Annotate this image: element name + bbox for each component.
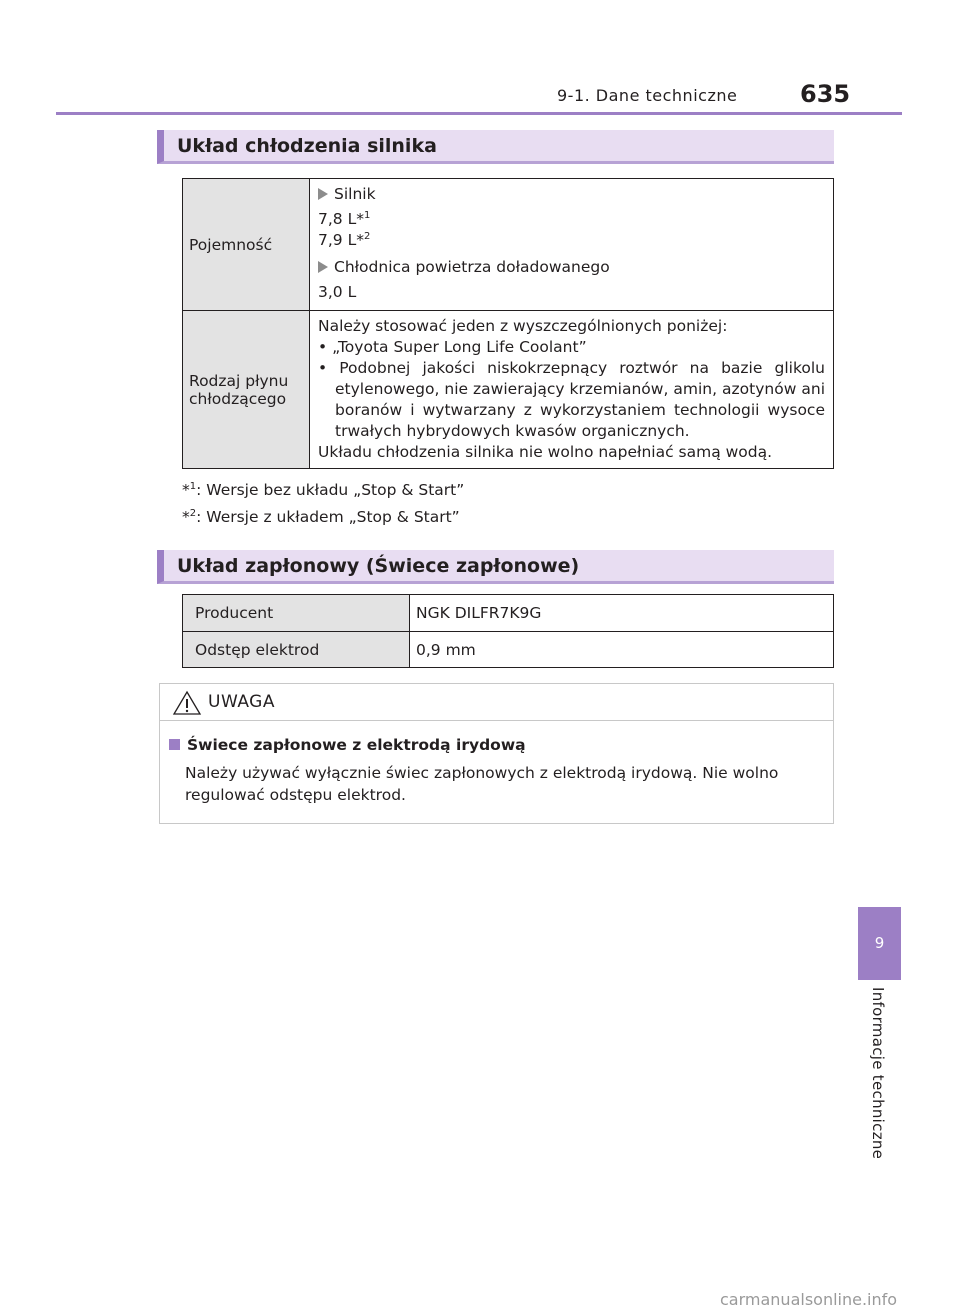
engine-heading: Silnik — [318, 184, 825, 205]
coolant-intro: Należy stosować jeden z wyszczególnionych poniżej: — [318, 316, 728, 335]
electrode-gap-label: Odstęp elektrod — [183, 632, 410, 668]
warning-header — [160, 684, 833, 721]
table-row — [183, 595, 834, 632]
chapter-tab — [858, 907, 901, 980]
warning-triangle-icon — [172, 690, 202, 720]
warning-title: UWAGA — [208, 692, 275, 712]
coolant-type-value-cell — [310, 311, 834, 469]
page-number: 635 — [800, 80, 851, 108]
chapter-title: Informacje techniczne — [869, 987, 887, 1160]
ignition-section-heading — [157, 550, 834, 584]
footnote-1: *$^1$: Wersje bez układu „Stop & Start” — [182, 480, 465, 499]
header-section-title: 9-1. Dane techniczne — [557, 86, 738, 105]
cooling-section-heading — [157, 130, 834, 164]
intercooler-heading: Chłodnica powietrza doładowanego — [318, 257, 825, 278]
engine-capacity-1: 7,8 L*$^1$ — [318, 209, 371, 228]
table-row — [183, 179, 834, 311]
manufacturer-value: NGK DILFR7K9G — [410, 595, 834, 632]
coolant-bullet-1: • „Toyota Super Long Life Coolant” — [318, 337, 587, 356]
cooling-spec-table — [182, 178, 834, 469]
table-row — [183, 311, 834, 469]
cooling-section-title: Układ chłodzenia silnika — [177, 135, 437, 157]
capacity-label: Pojemność — [183, 179, 310, 311]
ignition-section-title: Układ zapłonowy (Świece zapłonowe) — [177, 555, 580, 577]
warning-body: Należy używać wyłącznie świec zapłonowych z elektrodą irydową. Nie wolno regulować odstępu elektrod. — [185, 764, 779, 804]
manufacturer-label: Producent — [183, 595, 410, 632]
coolant-bullet-2: • Podobnej jakości niskokrzepnący roztwór na bazie glikolu etylenowego, nie zawierający krzemianów, amin, azotynów ani boranów i wytwarzany z wykorzystaniem technologii wysoce trwałych hybrydowych kwasów organicznych. — [318, 358, 825, 440]
triangle-arrow-icon — [318, 188, 328, 200]
table-row — [183, 632, 834, 668]
header-divider — [56, 112, 902, 115]
warning-box — [159, 683, 834, 824]
coolant-outro: Układu chłodzenia silnika nie wolno napełniać samą wodą. — [318, 442, 773, 461]
engine-capacity-2: 7,9 L*$^2$ — [318, 230, 371, 249]
watermark: carmanualsonline.info — [720, 1290, 898, 1309]
capacity-value-cell — [310, 179, 834, 311]
warning-subtitle: Świece zapłonowe z elektrodą irydową — [169, 736, 526, 754]
ignition-spec-table — [182, 594, 834, 668]
electrode-gap-value: 0,9 mm — [410, 632, 834, 668]
intercooler-capacity: 3,0 L — [318, 283, 357, 301]
footnote-2: *$^2$: Wersje z układem „Stop & Start” — [182, 507, 460, 526]
chapter-number: 9 — [874, 934, 885, 952]
triangle-arrow-icon — [318, 261, 328, 273]
coolant-type-label: Rodzaj płynu chłodzącego — [183, 311, 310, 469]
square-bullet-icon — [169, 739, 180, 750]
